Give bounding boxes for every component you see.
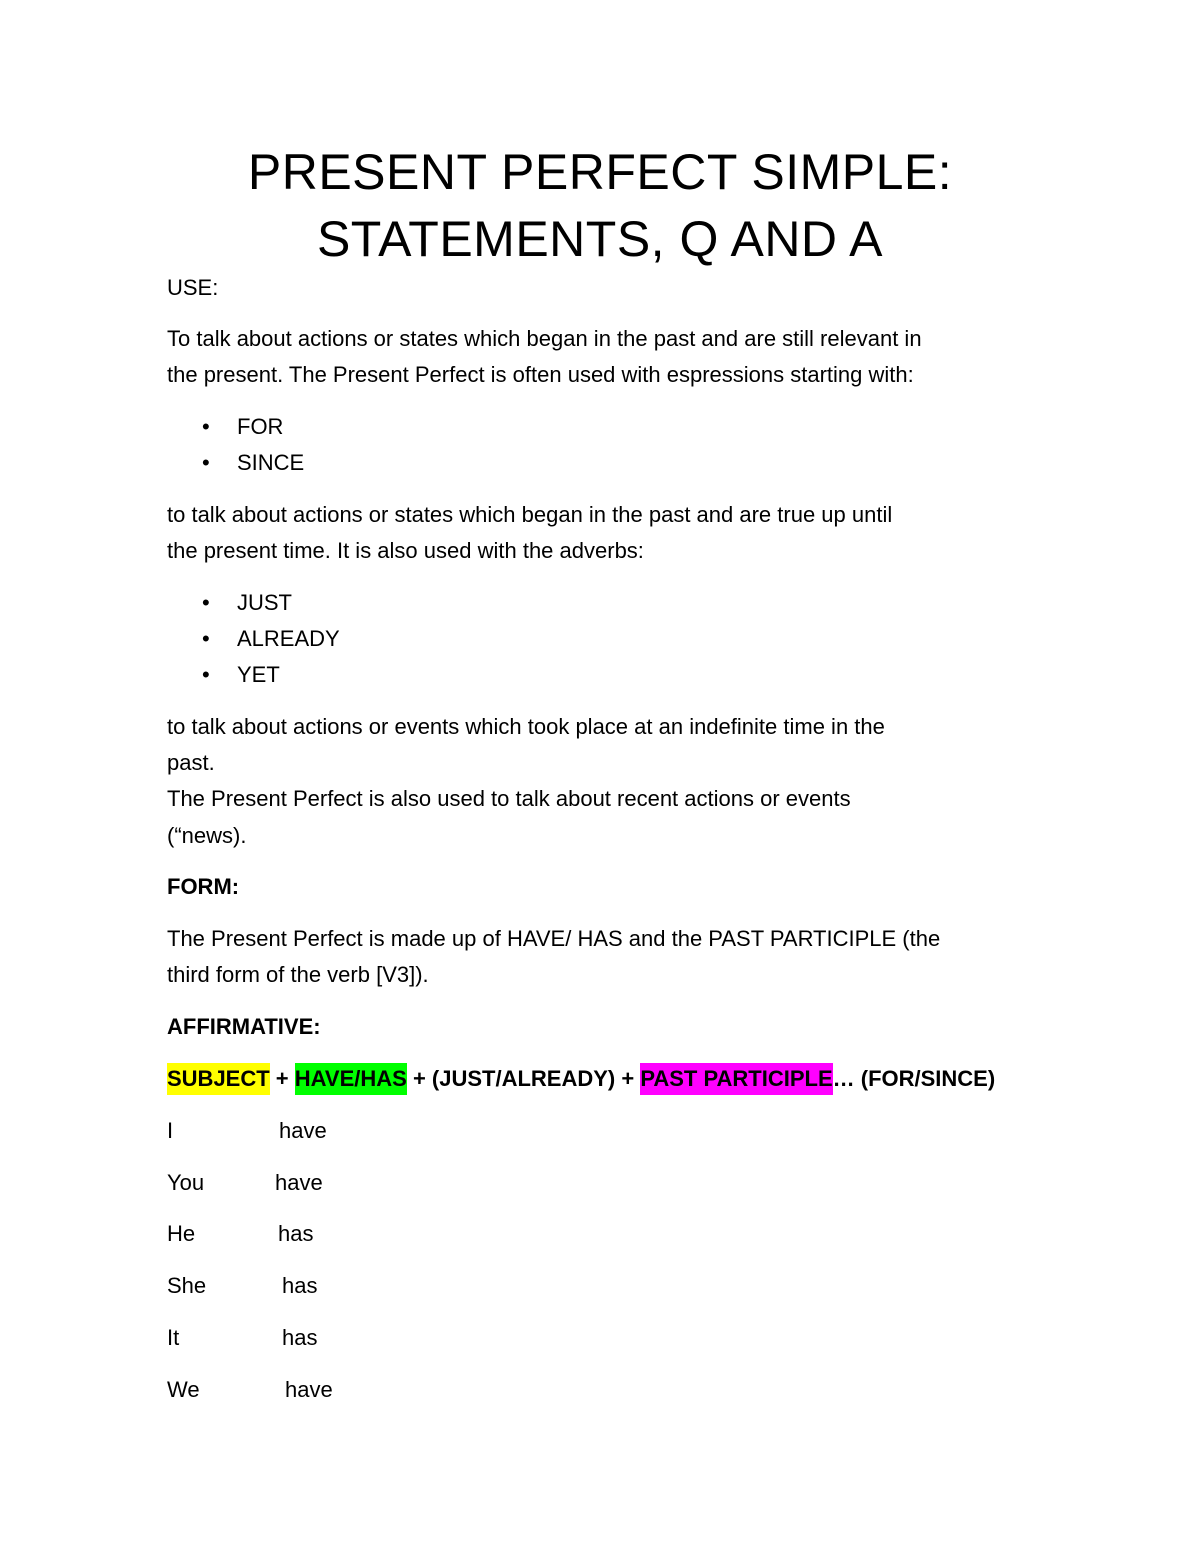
conjugation-subject: He [167,1221,196,1246]
use-paragraph-2-line-2: the present time. It is also used with the adverbs: [167,538,644,563]
highlight-subject: SUBJECT [167,1063,270,1095]
bullet-item-already: ALREADY [237,626,340,651]
formula-middle: + (JUST/ALREADY) + [406,1066,641,1091]
formula-end: … (FOR/SINCE) [832,1066,996,1091]
form-paragraph-line-1: The Present Perfect is made up of HAVE/ HAS and the PAST PARTICIPLE (the [167,926,941,951]
bullet-dot: • [202,450,210,475]
document-title-line-2: STATEMENTS, Q AND A [316,211,884,267]
conjugation-verb: have [285,1377,333,1402]
conjugation-subject: She [167,1273,207,1298]
form-heading: FORM: [167,874,240,899]
conjugation-subject: We [167,1377,200,1402]
use-paragraph-1-line-2: the present. The Present Perfect is often used with espressions starting with: [167,362,914,387]
bullet-dot: • [202,414,210,439]
bullet-dot: • [202,626,210,651]
bullet-dot: • [202,662,210,687]
highlight-past-participle: PAST PARTICIPLE [640,1063,832,1095]
use-heading: USE: [167,275,219,300]
use-paragraph-4-line-2: (“news). [167,823,247,848]
form-paragraph-line-2: third form of the verb [V3]). [167,962,429,987]
use-paragraph-3-line-2: past. [167,750,215,775]
bullet-item-for: FOR [237,414,284,439]
conjugation-verb: have [275,1170,323,1195]
conjugation-verb: has [278,1221,314,1246]
use-paragraph-1-line-1: To talk about actions or states which began in the past and are still relevant in [167,326,922,351]
conjugation-verb: has [282,1325,318,1350]
affirmative-formula [167,1068,995,1090]
conjugation-verb: has [282,1273,318,1298]
document-title-line-1: PRESENT PERFECT SIMPLE: [247,144,953,200]
affirmative-heading: AFFIRMATIVE: [167,1014,321,1039]
bullet-item-yet: YET [237,662,280,687]
use-paragraph-3-line-1: to talk about actions or events which took place at an indefinite time in the [167,714,885,739]
conjugation-subject: It [167,1325,180,1350]
use-paragraph-4-line-1: The Present Perfect is also used to talk about recent actions or events [167,786,851,811]
bullet-item-just: JUST [237,590,292,615]
conjugation-subject: I [167,1118,174,1143]
highlight-have-has: HAVE/HAS [295,1063,407,1095]
use-paragraph-2-line-1: to talk about actions or states which began in the past and are true up until [167,502,893,527]
bullet-item-since: SINCE [237,450,305,475]
conjugation-verb: have [279,1118,327,1143]
conjugation-subject: You [167,1170,205,1195]
bullet-dot: • [202,590,210,615]
formula-plus: + [269,1066,295,1091]
